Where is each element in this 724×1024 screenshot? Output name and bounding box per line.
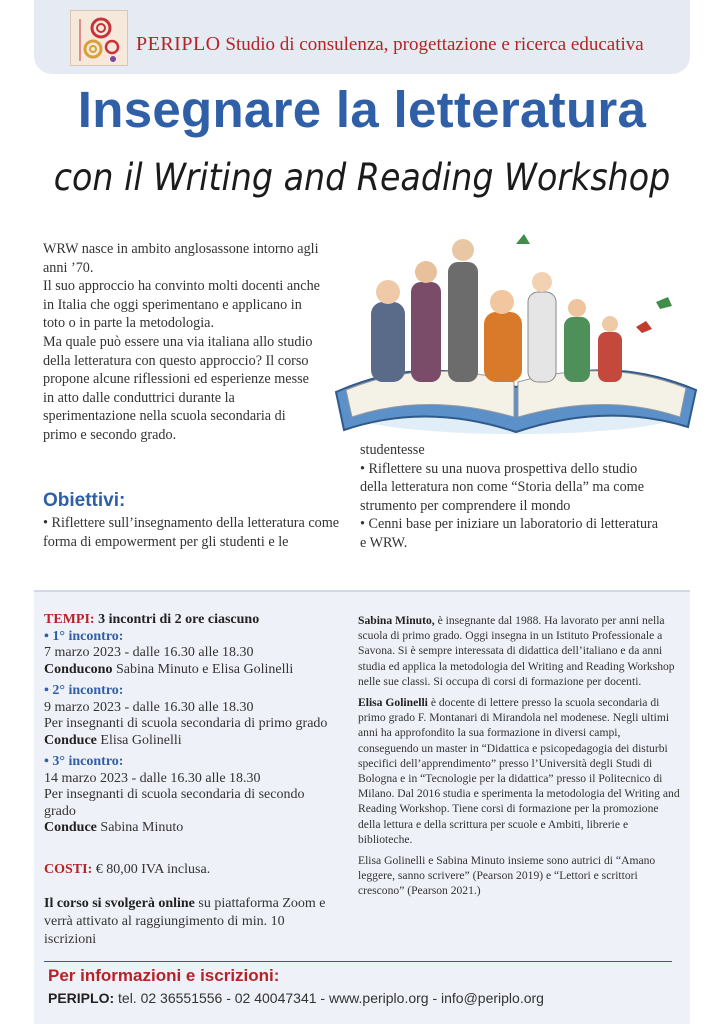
lead-name: Elisa Golinelli — [100, 732, 182, 748]
contact-line — [48, 990, 544, 1006]
tagline: Studio di consulenza, progettazione e ricerca educativa — [225, 34, 644, 55]
book-illustration — [316, 222, 708, 448]
schedule — [44, 612, 334, 837]
session-target: Per insegnanti di scuola secondaria di secondo grado — [44, 787, 305, 819]
lead-label: Conduce — [44, 732, 97, 748]
intro-paragraph: Ma quale può essere una via italiana allo studio della letteratura con questo approccio? Il corso propone alcune riflessioni ed esperienze messe in atto dalle conduttrici durante la sperimentazione nella scuola secondaria di primo e secondo grado. — [43, 333, 313, 443]
objective-item: • Riflettere sull’insegnamento della letteratura come forma di empowerment per gli studenti e le — [43, 515, 340, 550]
online-bold: Il corso si svolgerà online — [44, 896, 195, 911]
objective-continuation: studentesse — [360, 442, 425, 458]
objective-item: • Cenni base per iniziare un laboratorio di letteratura e WRW. — [360, 516, 659, 551]
cost-value: € 80,00 IVA inclusa. — [95, 862, 211, 877]
page-title: Insegnare la letteratura — [77, 81, 647, 138]
contact-details: tel. 02 36551556 - 02 40047341 - www.periplo.org - info@periplo.org — [118, 990, 544, 1006]
session-date: 7 marzo 2023 - dalle 16.30 alle 18.30 — [44, 645, 254, 660]
bio-text: è docente di lettere presso la scuola secondaria di primo grado F. Montanari di Mirandola nel modenese. Negli ultimi anni ha approfondito la sua formazione in diversi campi, conseguendo un master in “Didattica e psicopedagogia dei disturbi specifici dell’apprendimento” presso l’Università degli Studi di Bologna e in “Tecnologie per la didattica” presso il Politecnico di Milano. Dal 2016 studia e sperimenta la metodologia del Writing and Reading Workshop. Tiene corsi di formazione per la promozione della lettura e della scrittura per scuole e Ambiti, librerie e biblioteche. — [358, 696, 680, 846]
divider — [44, 961, 672, 962]
session-lead — [44, 733, 334, 750]
session-date: 14 marzo 2023 - dalle 16.30 alle 18.30 — [44, 770, 261, 786]
cost — [44, 862, 210, 878]
objectives-heading: Obiettivi: — [43, 490, 126, 511]
intro-text — [43, 240, 323, 445]
bio-books: Elisa Golinelli e Sabina Minuto insieme sono autrici di “Amano leggere, sanno scrivere” (Pearson 2019) e “Lettori e scrittori crescono” (Pearson 2021.) — [358, 854, 656, 898]
info-heading: Per informazioni e iscrizioni: — [48, 966, 280, 985]
page-subtitle: con il Writing and Reading Workshop — [53, 156, 671, 199]
bio-name: Sabina Minuto, — [358, 614, 435, 627]
session-lead — [44, 820, 334, 837]
online-rest: su piattaforma Zoom e verrà attivato al raggiungimento di min. 10 iscrizioni — [44, 896, 326, 947]
objectives-right-column — [360, 441, 660, 553]
online-notice — [44, 895, 336, 949]
bio-name: Elisa Golinelli — [358, 696, 428, 710]
tempi-label: TEMPI: — [44, 612, 95, 627]
session-3 — [44, 754, 334, 837]
session-2 — [44, 683, 334, 749]
contact-label: PERIPLO: — [48, 990, 115, 1006]
bio-text: è insegnante dal 1988. Ha lavorato per anni nella scuola di primo grado. Oggi insegna in un Istituto Professionale a Savona. Si è sempre interessata di didattica dell’italiano e da anni studia ed applica la metodologia del Writing and Reading Workshop nelle sue classi. Si occupa di corsi di formazione per docenti. — [358, 614, 675, 688]
brand-name: PERIPLO — [136, 33, 221, 55]
schedule-summary — [44, 612, 334, 629]
session-target: Per insegnanti di scuola secondaria di primo grado — [44, 716, 328, 731]
intro-paragraph: WRW nasce in ambito anglosassone intorno agli anni ’70. — [43, 241, 319, 276]
lead-label: Conducono — [44, 661, 113, 677]
bio-minuto — [358, 613, 680, 689]
trainer-bios — [358, 613, 680, 905]
session-lead — [44, 662, 334, 679]
tempi-summary: 3 incontri di 2 ore ciascuno — [98, 612, 260, 627]
session-heading: • 1° incontro: — [44, 628, 124, 644]
periplo-logo — [70, 10, 128, 66]
intro-paragraph: Il suo approccio ha convinto molti docenti anche in Italia che oggi sperimentano e applicano in toto o in parte la metodologia. — [43, 278, 320, 332]
session-1 — [44, 629, 334, 679]
session-heading: • 3° incontro: — [44, 754, 124, 769]
session-date: 9 marzo 2023 - dalle 16.30 alle 18.30 — [44, 699, 254, 715]
objective-item: • Riflettere su una nuova prospettiva dello studio della letteratura non come “Storia della” ma come strumento per comprendere il mondo — [360, 460, 645, 514]
bio-golinelli — [358, 695, 680, 847]
lead-label: Conduce — [44, 820, 97, 835]
cost-label: COSTI: — [44, 862, 93, 877]
session-heading: • 2° incontro: — [44, 683, 124, 698]
lead-name: Sabina Minuto — [100, 820, 184, 835]
lead-name: Sabina Minuto e Elisa Golinelli — [115, 661, 294, 677]
header-tagline — [136, 33, 644, 56]
